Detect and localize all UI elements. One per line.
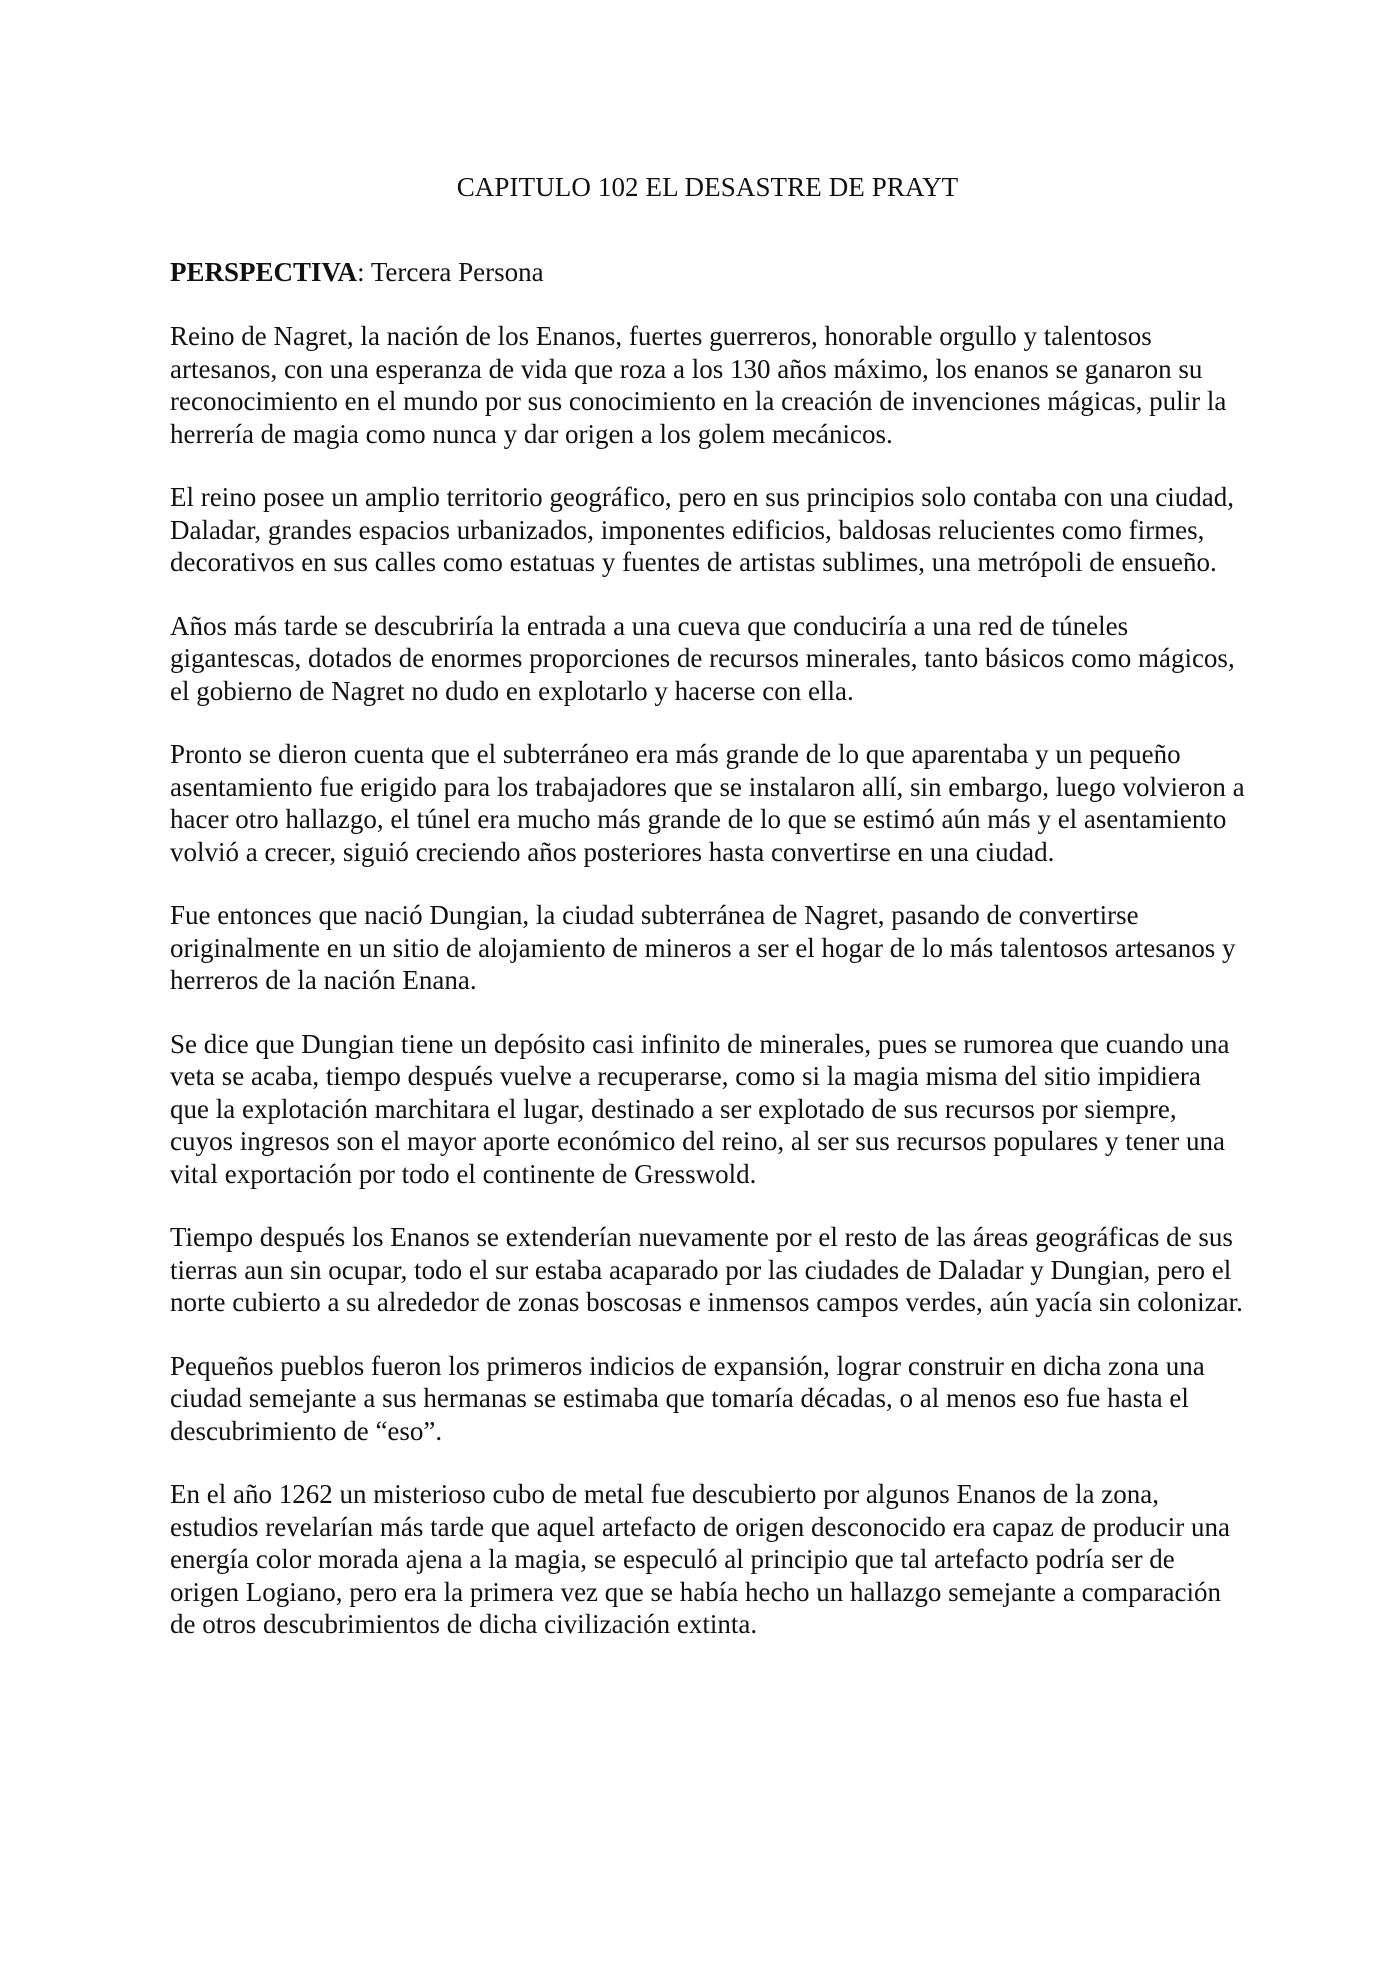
document-body [170,160,1245,1641]
perspective-label: PERSPECTIVA [170,257,358,287]
perspective-line [170,255,1245,289]
chapter-title: CAPITULO 102 EL DESASTRE DE PRAYT [456,172,959,202]
paragraph-8: Pequeños pueblos fueron los primeros indicios de expansión, lograr construir en dicha zona una ciudad semejante a sus hermanas se estimaba que tomaría décadas, o al menos eso fue hasta el descubrimiento de “eso”. [170,1350,1205,1446]
paragraph-2: El reino posee un amplio territorio geográfico, pero en sus principios solo contaba con una ciudad, Daladar, grandes espacios urbanizados, imponentes edificios, baldosas relucientes como firmes, decorativos en sus calles como estatuas y fuentes de artistas sublimes, una metrópoli de ensueño. [170,482,1234,577]
paragraph-5: Fue entonces que nació Dungian, la ciudad subterránea de Nagret, pasando de convertirse originalmente en un sitio de alojamiento de mineros a ser el hogar de lo más talentosos artesanos y herreros de la nación Enana. [170,900,1236,995]
perspective-value: Tercera Persona [370,257,544,287]
paragraph-6: Se dice que Dungian tiene un depósito casi infinito de minerales, pues se rumorea que cuando una veta se acaba, tiempo después vuelve a recuperarse, como si la magia misma del sitio impidiera que la explotación marchitara el lugar, destinado a ser explotado de sus recursos por siempre, cuyos ingresos son el mayor aporte económico del reino, al ser sus recursos populares y tener una vital exportación por todo el continente de Gresswold. [170,1028,1230,1189]
perspective-separator: : [357,257,371,287]
paragraph-7: Tiempo después los Enanos se extenderían nuevamente por el resto de las áreas geográficas de sus tierras aun sin ocupar, todo el sur estaba acaparado por las ciudades de Daladar y Dungian, pero el norte cubierto a su alrededor de zonas boscosas e inmensos campos verdes, aún yacía sin colonizar. [170,1222,1243,1317]
paragraph-9: En el año 1262 un misterioso cubo de metal fue descubierto por algunos Enanos de la zona, estudios revelarían más tarde que aquel artefacto de origen desconocido era capaz de producir una energía color morada ajena a la magia, se especuló al principio que tal artefacto podría ser de origen Logiano, pero era la primera vez que se había hecho un hallazgo semejante a comparación de otros descubrimientos de dicha civilización extinta. [170,1479,1231,1639]
paragraph-3: Años más tarde se descubriría la entrada a una cueva que conduciría a una red de túneles gigantescas, dotados de enormes proporciones de recursos minerales, tanto básicos como mágicos, el gobierno de Nagret no dudo en explotarlo y hacerse con ella. [170,610,1235,706]
paragraph-1: Reino de Nagret, la nación de los Enanos, fuertes guerreros, honorable orgullo y talentosos artesanos, con una esperanza de vida que roza a los 130 años máximo, los enanos se ganaron su reconocimiento en el mundo por sus conocimiento en la creación de invenciones mágicas, pulir la herrería de magia como nunca y dar origen a los golem mecánicos. [170,321,1227,449]
paragraph-4: Pronto se dieron cuenta que el subterráneo era más grande de lo que aparentaba y un pequeño asentamiento fue erigido para los trabajadores que se instalaron allí, sin embargo, luego volvieron a hacer otro hallazgo, el túnel era mucho más grande de lo que se estimó aún más y el asentamiento volvió a crecer, siguió creciendo años posteriores hasta convertirse en una ciudad. [170,739,1245,867]
